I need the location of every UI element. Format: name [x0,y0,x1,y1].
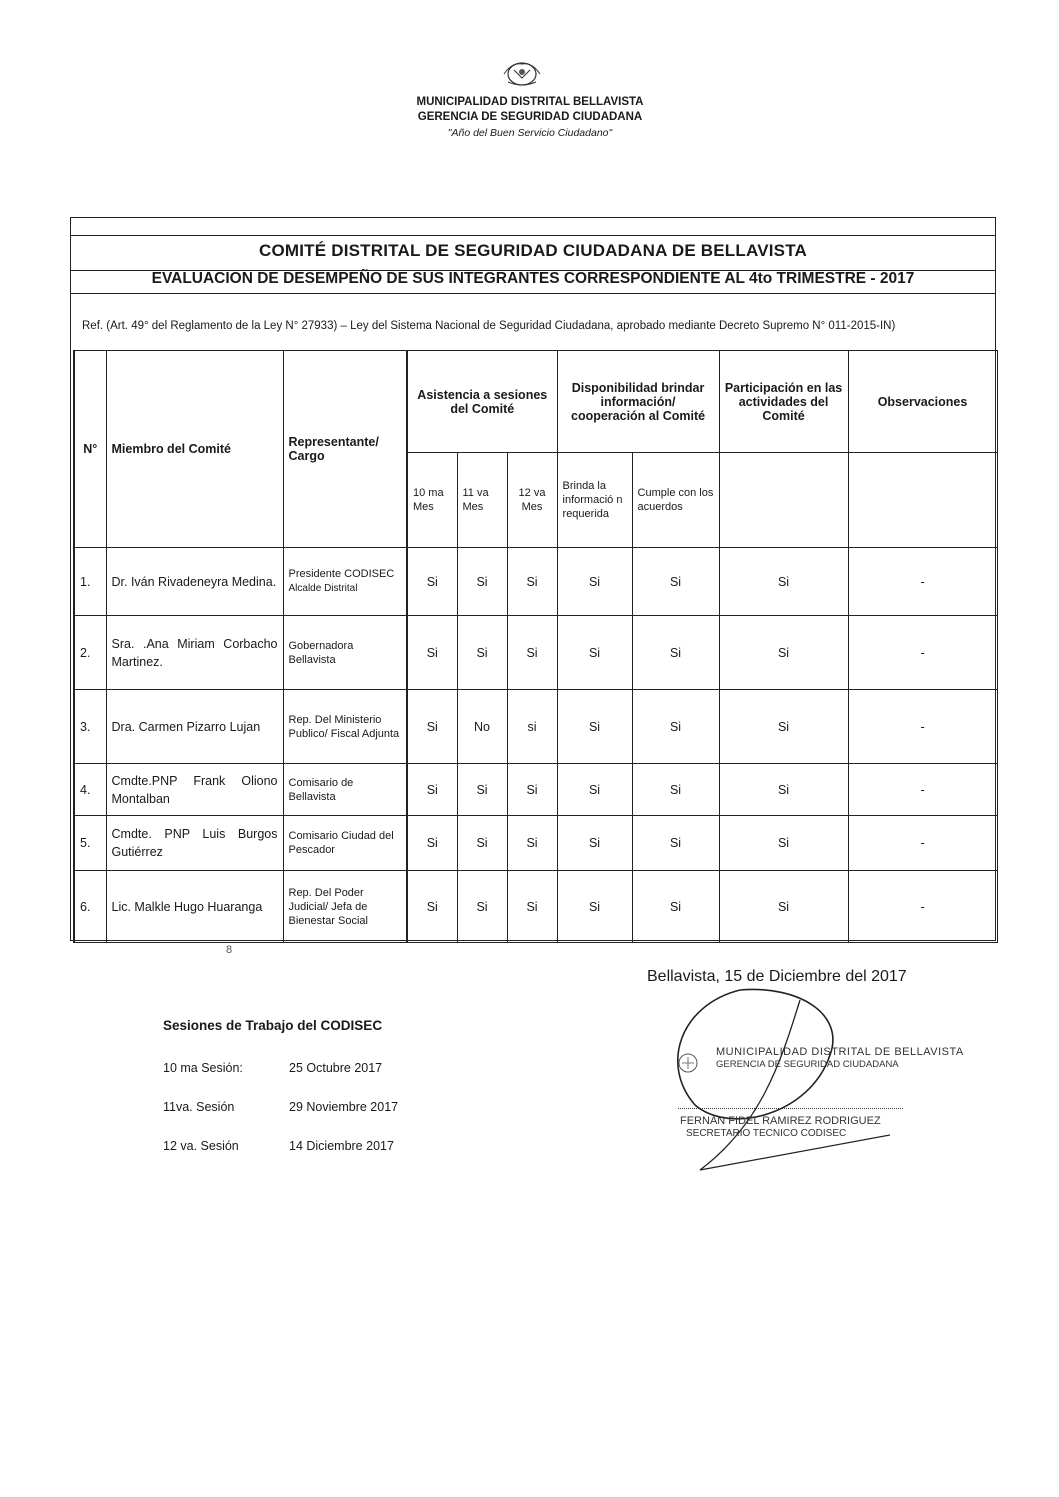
row-member: Dra. Carmen Pizarro Lujan [106,690,283,764]
table-row [74,690,997,764]
row-m11: Si [457,871,507,943]
row-m12: Si [507,616,557,690]
row-member: Cmdte.PNP Frank Oliono Montalban [106,764,283,816]
session-label: 11va. Sesión [163,1100,235,1114]
signer-name: FERNAN FIDEL RAMIREZ RODRIGUEZ [680,1115,881,1127]
row-observations: - [848,816,997,871]
row-participation: Si [719,764,848,816]
row-role: Comisario de Bellavista [283,764,407,816]
row-number: 6. [74,871,106,943]
signature-line [678,1108,903,1109]
subheader-empty [848,453,997,548]
row-comply: Si [632,764,719,816]
row-info: Si [557,871,632,943]
header-role: Representante/ Cargo [283,351,407,548]
row-comply: Si [632,548,719,616]
row-observations: - [848,764,997,816]
header-observations: Observaciones [848,351,997,453]
signer-position: SECRETARIO TECNICO CODISEC [686,1128,847,1139]
row-number: 3. [74,690,106,764]
session-label: 12 va. Sesión [163,1139,239,1153]
row-m11: Si [457,816,507,871]
row-participation: Si [719,548,848,616]
row-number: 5. [74,816,106,871]
row-m11: Si [457,616,507,690]
row-number: 1. [74,548,106,616]
subheader-month11: 11 va Mes [457,453,507,548]
row-m12: Si [507,764,557,816]
row-observations: - [848,616,997,690]
row-participation: Si [719,816,848,871]
row-m12: Si [507,871,557,943]
row-info: Si [557,548,632,616]
row-number: 2. [74,616,106,690]
institution-name: MUNICIPALIDAD DISTRITAL BELLAVISTA [416,96,644,108]
row-m10: Si [407,616,457,690]
row-observations: - [848,548,997,616]
subheader-month12: 12 va Mes [507,453,557,548]
row-number: 4. [74,764,106,816]
table-row [74,548,997,616]
session-date: 14 Diciembre 2017 [289,1139,394,1153]
stray-mark: 8 [226,944,233,956]
header-participation: Participación en las actividades del Comité [719,351,848,453]
row-m11: Si [457,764,507,816]
subheader-month10: 10 ma Mes [407,453,457,548]
header-number: N° [74,351,106,548]
table-row [74,871,997,943]
row-role: Rep. Del Poder Judicial/ Jefa de Bienestar Social [283,871,407,943]
row-participation: Si [719,871,848,943]
row-participation: Si [719,616,848,690]
row-role: Presidente CODISEC Alcalde Distrital [283,548,407,616]
row-role: Rep. Del Ministerio Publico/ Fiscal Adjunta [283,690,407,764]
row-m12: Si [507,548,557,616]
row-role: Comisario Ciudad del Pescador [283,816,407,871]
row-member: Lic. Malkle Hugo Huaranga [106,871,283,943]
year-motto: "Año del Buen Servicio Ciudadano" [447,127,613,139]
session-date: 29 Noviembre 2017 [289,1100,399,1114]
header-availability: Disponibilidad brindar información/ cooperación al Comité [557,351,719,453]
row-member: Cmdte. PNP Luis Burgos Gutiérrez [106,816,283,871]
sessions-title: Sesiones de Trabajo del CODISEC [163,1018,383,1033]
row-m11: Si [457,548,507,616]
municipal-seal [498,58,546,88]
row-m10: Si [407,548,457,616]
legal-reference: Ref. (Art. 49° del Reglamento de la Ley N° 27933) – Ley del Sistema Nacional de Seguridad Ciudadana, aprobado mediante Decreto Supremo N° 011-2015-IN) [82,320,896,332]
row-m10: Si [407,764,457,816]
header-attendance: Asistencia a sesiones del Comité [407,351,557,453]
row-info: Si [557,764,632,816]
row-m10: Si [407,871,457,943]
evaluation-table [73,350,998,943]
row-m10: Si [407,690,457,764]
subheader-provides-info: Brinda la informació n requerida [557,453,632,548]
place-date: Bellavista, 15 de Diciembre del 2017 [647,968,907,985]
table-row [74,816,997,871]
row-info: Si [557,816,632,871]
row-comply: Si [632,616,719,690]
row-m10: Si [407,816,457,871]
row-observations: - [848,871,997,943]
table-row [74,764,997,816]
row-m11: No [457,690,507,764]
subheader-complies: Cumple con los acuerdos [632,453,719,548]
signature-scribble [640,985,930,1175]
stamp-department: GERENCIA DE SEGURIDAD CIUDADANA [716,1059,899,1070]
header-member: Miembro del Comité [106,351,283,548]
stamp-institution: MUNICIPALIDAD DISTRITAL DE BELLAVISTA [716,1046,964,1058]
row-info: Si [557,616,632,690]
row-m12: Si [507,816,557,871]
row-participation: Si [719,690,848,764]
row-comply: Si [632,816,719,871]
row-info: Si [557,690,632,764]
row-member: Dr. Iván Rivadeneyra Medina. [106,548,283,616]
divider [70,293,996,294]
document-subtitle: EVALUACION DE DESEMPEÑO DE SUS INTEGRANTES CORRESPONDIENTE AL 4to TRIMESTRE - 2017 [151,270,915,287]
row-m12: si [507,690,557,764]
session-label: 10 ma Sesión: [163,1061,243,1075]
session-date: 25 Octubre 2017 [289,1061,383,1075]
row-comply: Si [632,690,719,764]
row-observations: - [848,690,997,764]
row-comply: Si [632,871,719,943]
department-name: GERENCIA DE SEGURIDAD CIUDADANA [417,111,643,123]
row-member: Sra. .Ana Miriam Corbacho Martinez. [106,616,283,690]
table-row [74,616,997,690]
document-title: COMITÉ DISTRITAL DE SEGURIDAD CIUDADANA DE BELLAVISTA [259,241,807,260]
subheader-empty [719,453,848,548]
row-role: Gobernadora Bellavista [283,616,407,690]
